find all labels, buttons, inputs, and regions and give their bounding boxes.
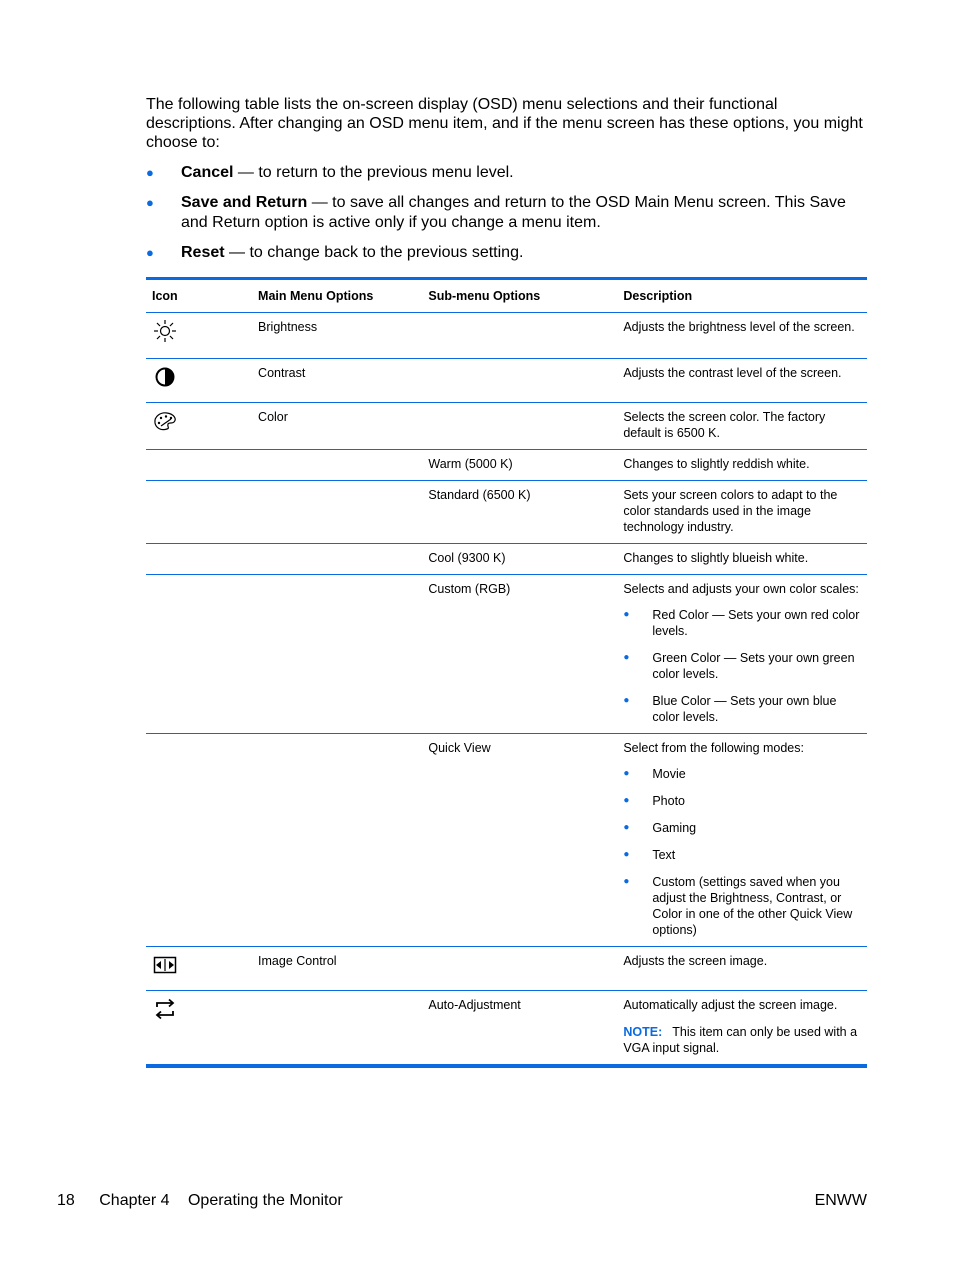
description-cell: Changes to slightly reddish white. xyxy=(617,450,867,481)
list-item-text: Movie xyxy=(652,767,686,781)
note-label: NOTE: xyxy=(623,1025,663,1039)
description-cell: Selects the screen color. The factory default is 6500 K. xyxy=(617,403,867,450)
contrast-icon xyxy=(152,364,178,390)
list-item-text: Gaming xyxy=(652,821,697,835)
table-row xyxy=(146,450,867,481)
icon-cell xyxy=(146,991,252,1065)
intro-paragraph: The following table lists the on-screen display (OSD) menu selections and their functional descriptions. After changing an OSD menu item, and if the menu screen has these options, you might choose to: xyxy=(146,96,863,151)
table-row xyxy=(146,991,867,1065)
quick-view-modes-list xyxy=(623,766,861,938)
main-menu-cell xyxy=(252,734,422,947)
header-main-menu-options: Main Menu Options xyxy=(252,280,422,313)
list-item xyxy=(623,766,861,782)
list-item-text: Custom (settings saved when you adjust the Brightness, Contrast, or Color in one of the other Quick View options) xyxy=(652,875,853,937)
description-text: Selects and adjusts your own color scales: xyxy=(623,582,859,596)
list-item xyxy=(623,693,861,725)
description-cell xyxy=(617,734,867,947)
bullet-term: Save and Return xyxy=(181,194,308,211)
icon-cell xyxy=(146,450,252,481)
osd-menu-table-wrapper xyxy=(146,277,867,1068)
bullet-icon: ● xyxy=(146,245,154,260)
main-menu-cell xyxy=(252,544,422,575)
sub-menu-cell: Cool (9300 K) xyxy=(422,544,617,575)
description-cell: Adjusts the contrast level of the screen. xyxy=(617,359,867,403)
brightness-icon xyxy=(152,318,178,344)
bullet-icon: ● xyxy=(623,876,630,887)
icon-cell xyxy=(146,359,252,403)
bullet-icon: ● xyxy=(623,822,630,833)
main-menu-cell: Image Control xyxy=(252,947,422,991)
table-row xyxy=(146,313,867,359)
list-item-text: Green Color — Sets your own green color levels. xyxy=(652,651,855,681)
list-item xyxy=(146,193,868,233)
description-cell: Sets your screen colors to adapt to the color standards used in the image technology industry. xyxy=(617,481,867,544)
list-item xyxy=(623,650,861,682)
bullet-term: Cancel xyxy=(181,164,234,181)
list-item xyxy=(623,847,861,863)
list-item xyxy=(623,874,861,938)
sub-menu-cell xyxy=(422,947,617,991)
sub-menu-cell xyxy=(422,403,617,450)
table-row xyxy=(146,359,867,403)
list-item-text: Blue Color — Sets your own blue color levels. xyxy=(652,694,837,724)
locale-code: ENWW xyxy=(814,1192,867,1209)
table-header-row xyxy=(146,280,867,313)
table-row xyxy=(146,575,867,734)
image-control-icon xyxy=(152,952,178,978)
main-menu-cell xyxy=(252,991,422,1065)
list-item xyxy=(623,607,861,639)
sub-menu-cell: Custom (RGB) xyxy=(422,575,617,734)
osd-menu-table xyxy=(146,280,867,1064)
main-menu-cell: Contrast xyxy=(252,359,422,403)
list-item-text: Photo xyxy=(652,794,686,808)
sub-menu-cell xyxy=(422,359,617,403)
list-item xyxy=(623,793,861,809)
icon-cell xyxy=(146,575,252,734)
header-description: Description xyxy=(617,280,867,313)
sub-menu-cell: Warm (5000 K) xyxy=(422,450,617,481)
main-menu-cell xyxy=(252,450,422,481)
header-icon: Icon xyxy=(146,280,252,313)
bullet-icon: ● xyxy=(623,695,630,706)
intro-section xyxy=(146,95,868,263)
note xyxy=(623,1024,861,1056)
table-bottom-rule xyxy=(146,1064,867,1068)
sub-menu-cell xyxy=(422,313,617,359)
sub-menu-cell: Auto-Adjustment xyxy=(428,998,521,1012)
description-cell: Changes to slightly blueish white. xyxy=(617,544,867,575)
color-options-list xyxy=(623,607,861,725)
icon-cell xyxy=(146,947,252,991)
icon-cell xyxy=(146,403,252,450)
description-text: Automatically adjust the screen image. xyxy=(623,998,838,1012)
main-menu-cell xyxy=(252,481,422,544)
bullet-icon: ● xyxy=(623,652,630,663)
table-row xyxy=(146,544,867,575)
bullet-icon: ● xyxy=(623,609,630,620)
list-item xyxy=(623,820,861,836)
header-sub-menu-options: Sub-menu Options xyxy=(422,280,617,313)
bullet-term: Reset xyxy=(181,244,225,261)
list-item-text: Text xyxy=(652,848,676,862)
chapter-title: Operating the Monitor xyxy=(187,1192,343,1209)
description-cell xyxy=(617,991,867,1065)
main-menu-cell: Brightness xyxy=(252,313,422,359)
color-palette-icon xyxy=(152,408,178,434)
list-item-text: Red Color — Sets your own red color levels. xyxy=(652,608,860,638)
table-row xyxy=(146,734,867,947)
bullet-text: — to change back to the previous setting. xyxy=(224,244,524,261)
table-row xyxy=(146,947,867,991)
description-cell xyxy=(617,575,867,734)
bullet-icon: ● xyxy=(623,849,630,860)
icon-cell xyxy=(146,313,252,359)
bullet-icon: ● xyxy=(623,768,630,779)
list-item xyxy=(146,243,868,263)
note-text: This item can only be used with a VGA input signal. xyxy=(623,1025,858,1055)
sub-menu-cell: Standard (6500 K) xyxy=(422,481,617,544)
auto-adjustment-icon xyxy=(152,996,178,1022)
page-footer xyxy=(57,1192,867,1210)
chapter-label: Chapter 4 xyxy=(99,1192,170,1209)
page-number: 18 xyxy=(57,1192,75,1209)
description-cell: Adjusts the screen image. xyxy=(617,947,867,991)
table-row xyxy=(146,403,867,450)
table-row xyxy=(146,481,867,544)
list-item xyxy=(146,163,868,183)
bullet-text: — to save all changes and return to the OSD Main Menu screen. This Save and Return option is active only if you change a menu item. xyxy=(181,194,846,231)
options-list xyxy=(146,163,868,263)
main-menu-cell: Color xyxy=(252,403,422,450)
description-text: Select from the following modes: xyxy=(623,741,804,755)
icon-cell xyxy=(146,481,252,544)
icon-cell xyxy=(146,734,252,947)
description-cell: Adjusts the brightness level of the screen. xyxy=(617,313,867,359)
bullet-text: — to return to the previous menu level. xyxy=(233,164,514,181)
bullet-icon: ● xyxy=(146,165,154,180)
sub-menu-cell: Quick View xyxy=(422,734,617,947)
icon-cell xyxy=(146,544,252,575)
bullet-icon: ● xyxy=(146,195,154,210)
main-menu-cell xyxy=(252,575,422,734)
bullet-icon: ● xyxy=(623,795,630,806)
